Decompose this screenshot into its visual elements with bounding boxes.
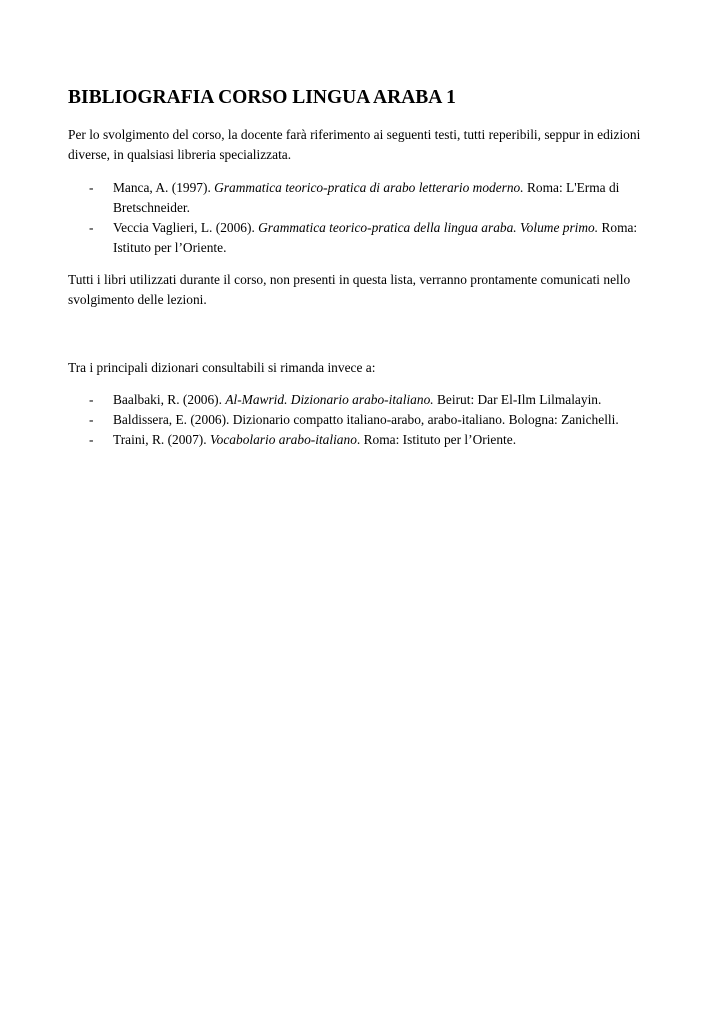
list-item: [68, 430, 654, 450]
dictionaries-intro: Tra i principali dizionari consultabili si rimanda invece a:: [68, 360, 376, 375]
intro-paragraph: Per lo svolgimento del corso, la docente farà riferimento ai seguenti testi, tutti reperibili, seppur in edizioni diverse, in qualsiasi libreria specializzata.: [68, 127, 641, 162]
reference-publisher: Roma: L'Erma di Bretschneider.: [113, 180, 620, 215]
dictionary-list: [68, 390, 654, 450]
reference-publisher: . Roma: Istituto per l’Oriente.: [356, 432, 517, 447]
list-item: [68, 410, 654, 430]
page-title: BIBLIOGRAFIA CORSO LINGUA ARABA 1: [68, 87, 456, 108]
bullet-dash: -: [89, 180, 94, 195]
reference-title: Vocabolario arabo-italiano: [209, 432, 357, 447]
reference-title: Grammatica teorico-pratica della lingua araba. Volume primo.: [258, 220, 599, 235]
list-item: [68, 390, 654, 410]
document-page: [68, 84, 654, 450]
reference-author: Baalbaki, R. (2006).: [113, 392, 226, 407]
reference-title: Al-Mawrid. Dizionario arabo-italiano.: [225, 392, 434, 407]
reference-author: Veccia Vaglieri, L. (2006).: [113, 220, 259, 235]
bullet-dash: -: [89, 432, 94, 447]
textbook-list: [68, 178, 654, 258]
reference-author: Baldissera, E. (2006). Dizionario compatto italiano-arabo, arabo-italiano. Bologna: Zanichelli.: [113, 412, 619, 427]
bullet-dash: -: [89, 412, 94, 427]
list-item: [68, 218, 654, 258]
bullet-dash: -: [89, 220, 94, 235]
reference-title: Grammatica teorico-pratica di arabo letterario moderno.: [214, 180, 524, 195]
reference-publisher: Beirut: Dar El-Ilm Lilmalayin.: [433, 392, 602, 407]
note-paragraph: Tutti i libri utilizzati durante il corso, non presenti in questa lista, verranno prontamente comunicati nello svolgimento delle lezioni.: [68, 272, 631, 307]
list-item: [68, 178, 654, 218]
bullet-dash: -: [89, 392, 94, 407]
reference-author: Manca, A. (1997).: [113, 180, 215, 195]
reference-publisher: Roma: Istituto per l’Oriente.: [113, 220, 638, 255]
reference-author: Traini, R. (2007).: [113, 432, 210, 447]
